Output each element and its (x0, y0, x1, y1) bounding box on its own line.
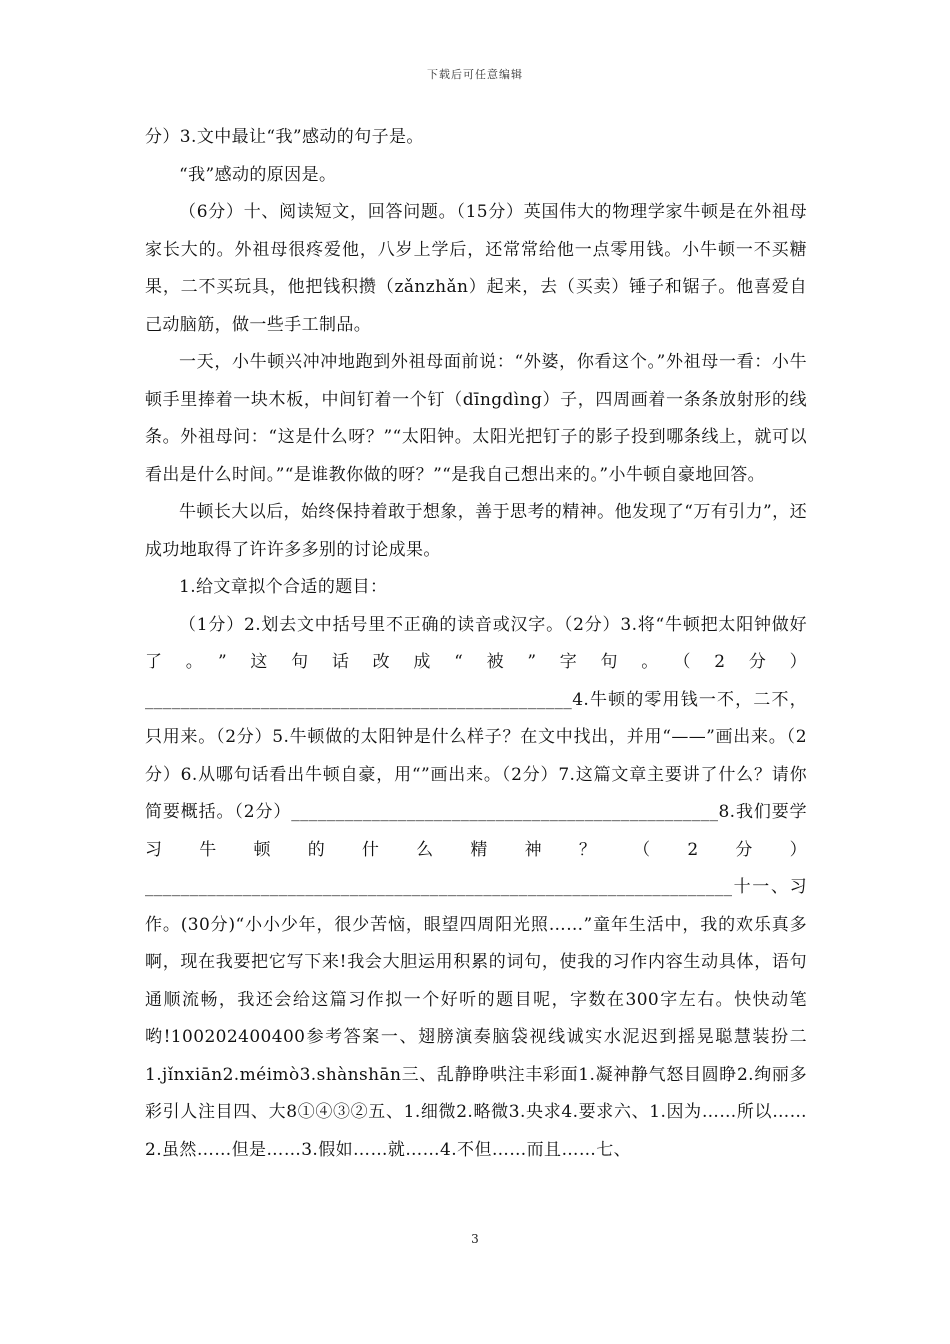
paragraph-3: （6分）十、阅读短文，回答问题。（15分）英国伟大的物理学家牛顿是在外祖母家长大的。外祖母很疼爱他，八岁上学后，还常常给他一点零用钱。小牛顿一不买糖果，二不买玩具，他把钱积攒（zǎnzhǎn）起来，去（买卖）锤子和锯子。他喜爱自己动脑筋，做一些手工制品。 (145, 202, 807, 335)
document-body (145, 119, 807, 1169)
paragraph-6: 1.给文章拟个合适的题目： (179, 577, 388, 597)
paragraph-5: 牛顿长大以后，始终保持着敢于想象，善于思考的精神。他发现了“万有引力”，还成功地取得了许许多多别的讨论成果。 (145, 502, 807, 560)
page-number: 3 (471, 1232, 479, 1246)
page-header: 下载后可任意编辑 (427, 68, 523, 81)
paragraph-4: 一天，小牛顿兴冲冲地跑到外祖母面前说：“外婆，你看这个。”外祖母一看：小牛顿手里捧着一块木板，中间钉着一个钉（dīngdìng）子，四周画着一条条放射形的线条。外祖母问：“这是什么呀？”“太阳钟。太阳光把钉子的影子投到哪条线上，就可以看出是什么时间。”“是谁教你做的呀？”“是我自己想出来的。”小牛顿自豪地回答。 (145, 352, 807, 485)
paragraph-1: 分）3.文中最让“我”感动的句子是。 (145, 127, 424, 147)
paragraph-7: （1分）2.划去文中括号里不正确的读音或汉字。（2分）3.将“牛顿把太阳钟做好了。”这句话改成“被”字句。（2分）________________________________________________4.牛顿的零用钱一不，二不，只用来。（2分）5.牛顿做的太阳钟是什么样子？在文中找出，并用“——”画出来。（2分）6.从哪句话看出牛顿自豪，用“”画出来。（2分）7.这篇文章主要讲了什么？请你简要概括。（2分）________________________________________________8.我们要学习牛顿的什么精神？（2分）__________________________________________________________________十一、习作。(30分)“小小少年，很少苦恼，眼望四周阳光照……”童年生活中，我的欢乐真多啊，现在我要把它写下来!我会大胆运用积累的词句，使我的习作内容生动具体，语句通顺流畅，我还会给这篇习作拟一个好听的题目呢，字数在300字左右。快快动笔哟!100202400400参考答案一、翅膀演奏脑袋视线诚实水泥迟到摇晃聪慧装扮二1.jǐnxiān2.méimò3.shànshān三、乱静睁哄注丰彩面1.凝神静气怒目圆睁2.绚丽多彩引人注目四、大8①④③②五、1.细微2.略微3.央求4.要求六、1.因为……所以……2.虽然……但是……3.假如……就……4.不但……而且……七、 (145, 614, 807, 1160)
paragraph-2: “我”感动的原因是。 (179, 164, 337, 185)
